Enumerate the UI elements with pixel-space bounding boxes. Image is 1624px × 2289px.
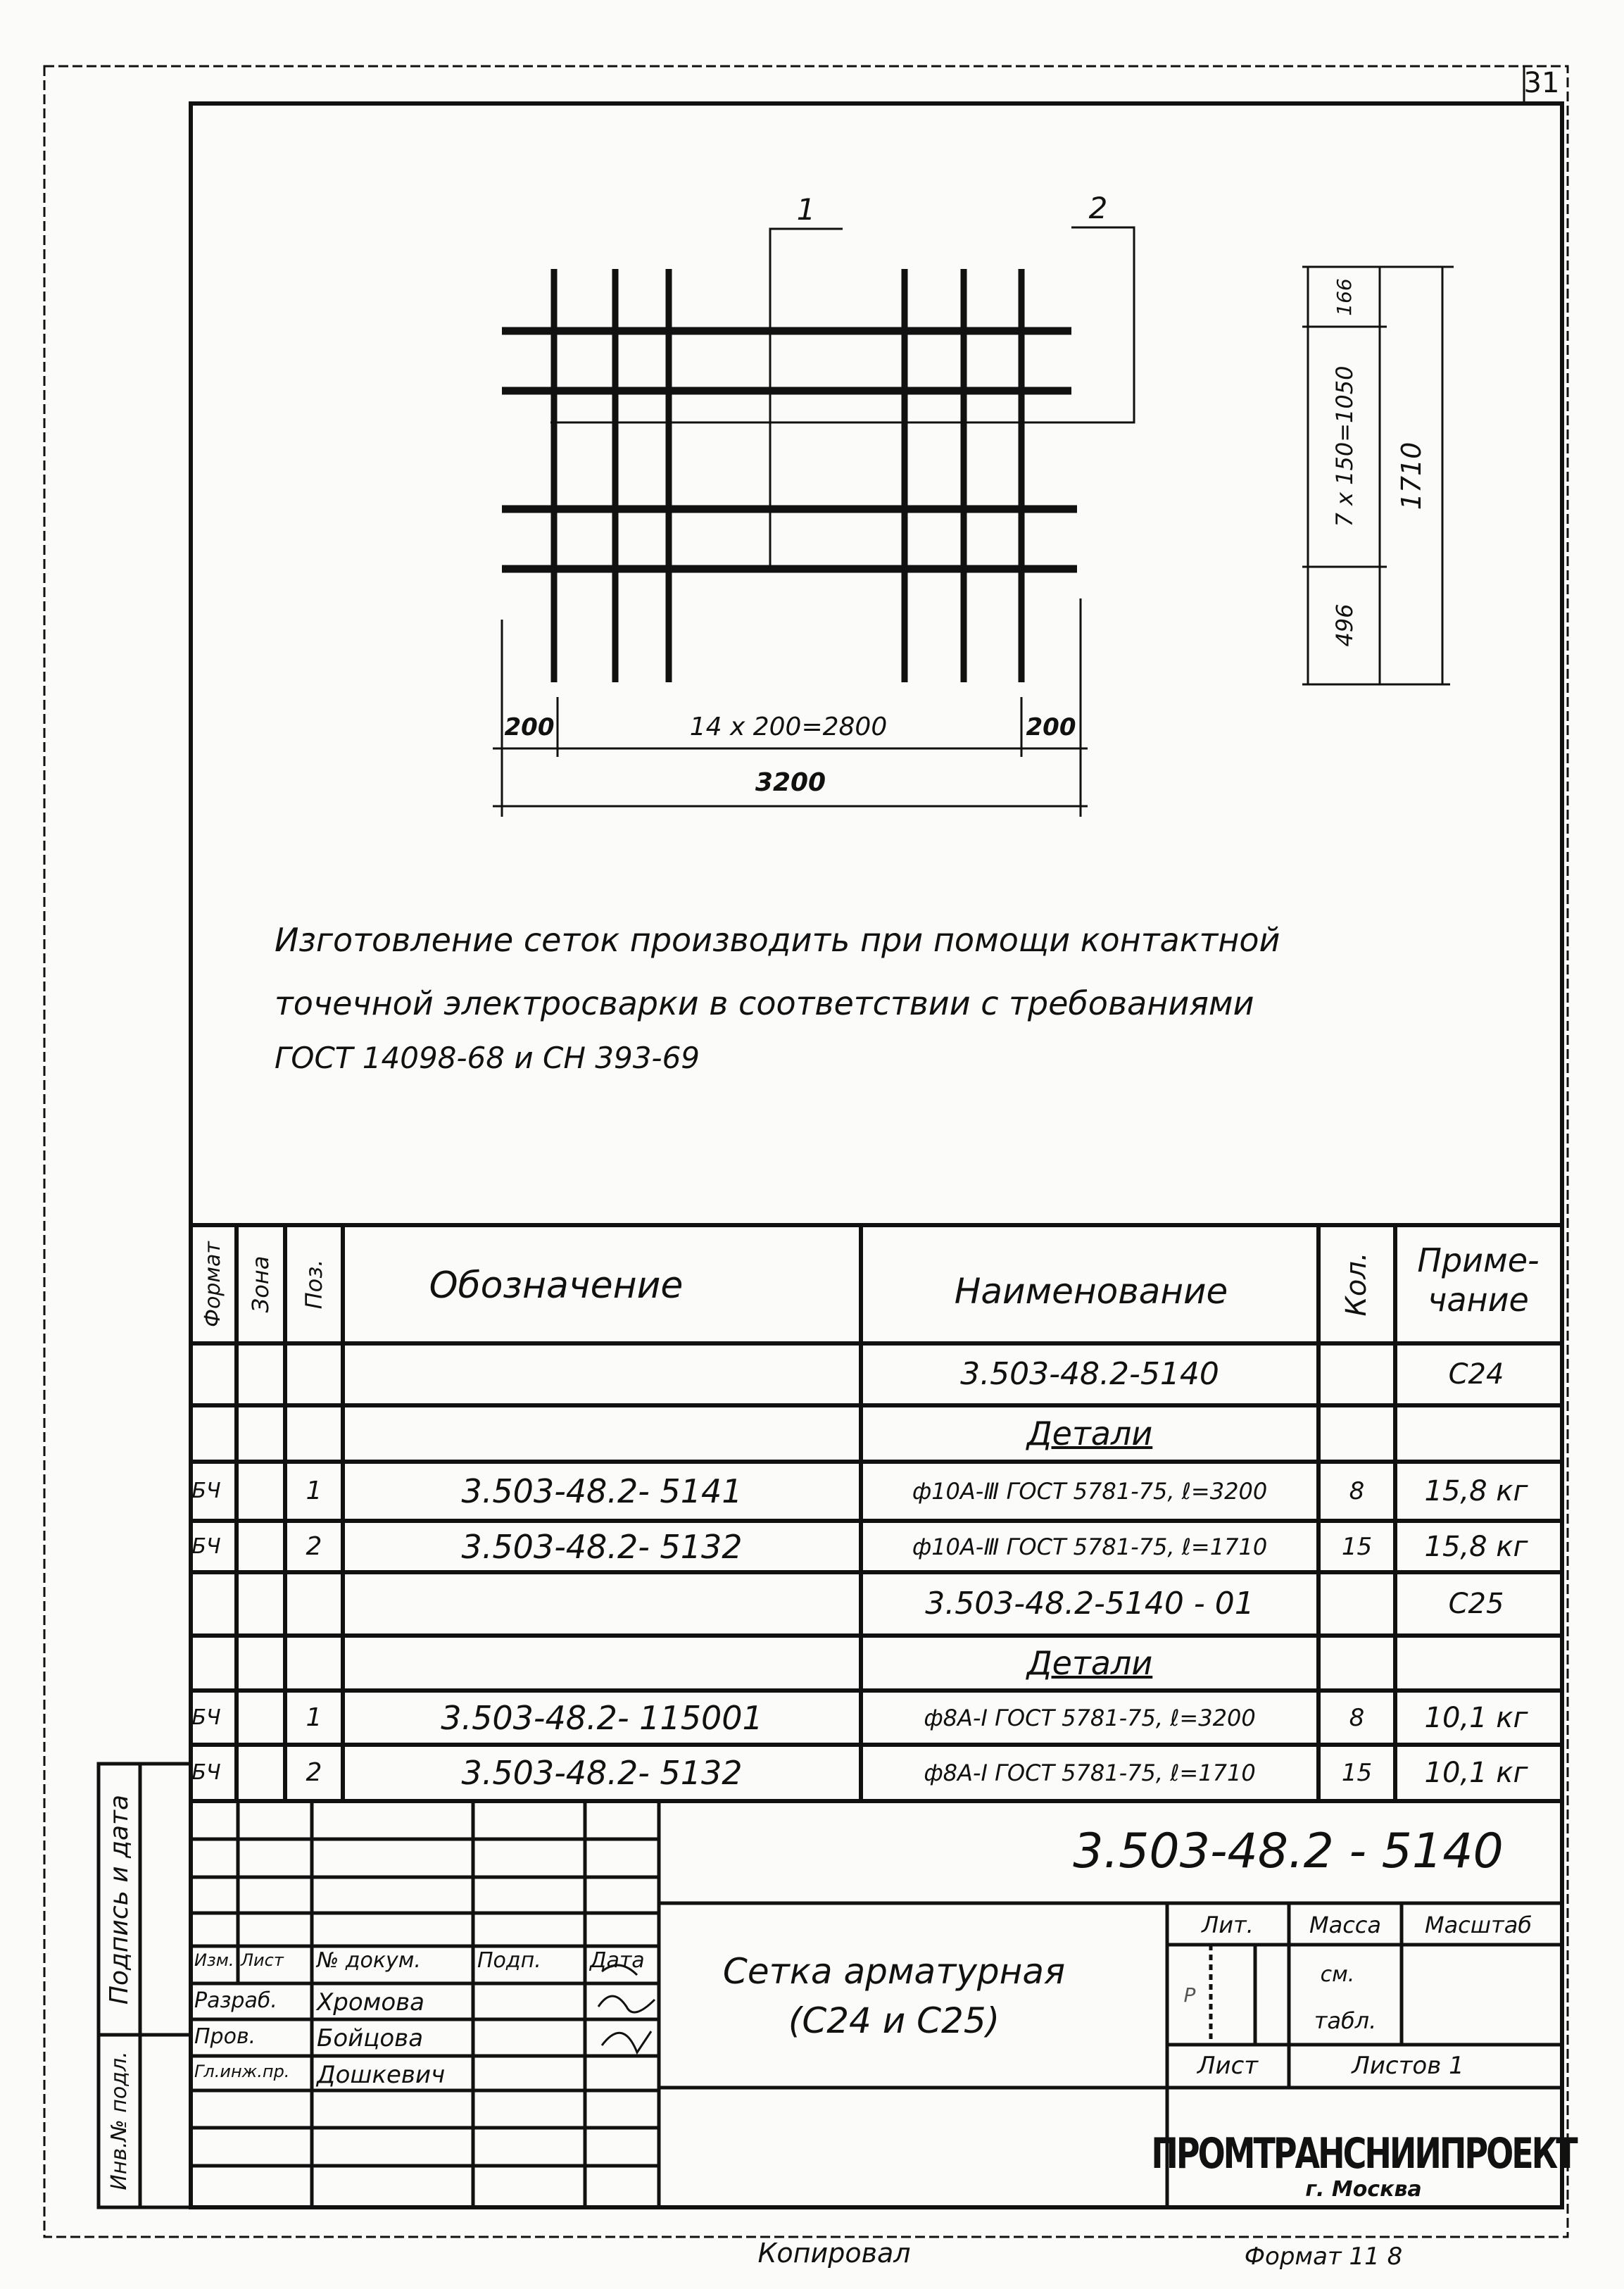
spec-cell-note: С25 [1448,1588,1504,1620]
tb-mass-label: Масса [1309,1912,1382,1938]
spec-cell-pos: 2 [306,1531,322,1561]
dim-bottom-offset: 496 [1331,603,1358,647]
footer-copied: Копировал [757,2238,911,2269]
spec-cell-name: ф8А-I ГОСТ 5781-75, ℓ=3200 [924,1704,1256,1731]
dim-left-margin: 200 [504,713,555,741]
sign-header-sign: Подп. [477,1948,541,1973]
signer-name: Хромова [317,1988,424,2017]
tb-name-2: (С24 и С25) [788,2000,1000,2041]
strip-signature-date: Подпись и дата [105,1794,134,2005]
note-line-1: Изготовление сеток производить при помощи контактной [275,921,1280,959]
dim-right-margin: 200 [1026,713,1076,741]
spec-cell-note: 10,1 кг [1424,1757,1528,1789]
dim-spacing: 7 x 150=1050 [1331,365,1358,527]
header-name: Наименование [954,1271,1228,1312]
signer-name: Дошкевич [317,2061,446,2089]
leader-lines [550,227,1134,569]
spec-cell-qty: 8 [1349,1477,1365,1505]
tb-org-logo: ПРОМТРАНСНИИПРОЕКТ [1151,2128,1576,2178]
sign-header-date: Дата [590,1948,645,1973]
sign-header-list: Лист [241,1950,284,1970]
spec-cell-pos: 1 [306,1476,322,1505]
tb-sheets-label: Листов 1 [1352,2052,1464,2080]
tb-scale-label: Масштаб [1424,1912,1532,1938]
signer-role: Гл.инж.пр. [194,2062,290,2081]
spec-cell-name: 3.503-48.2-5140 [960,1356,1219,1392]
spec-cell-note: 15,8 кг [1424,1530,1528,1563]
sign-header-doc: № докум. [317,1948,421,1973]
dim-top-offset: 166 [1333,278,1356,316]
tb-mass-value-1: см. [1320,1962,1355,1987]
signature-marks [598,1965,655,2052]
dim-overall-width: 3200 [755,768,826,797]
spec-cell-name: Детали [1026,1644,1153,1682]
dim-overall-height: 1710 [1396,441,1427,510]
tb-lit-value: Р [1183,1983,1196,2007]
header-zone: Зона [247,1255,274,1313]
spec-cell-designation: 3.503-48.2- 5132 [461,1527,743,1566]
tb-city: г. Москва [1305,2177,1422,2202]
mesh-horizontal-bars [502,331,1077,569]
tb-designation: 3.503-48.2 - 5140 [1073,1824,1504,1879]
signer-role: Пров. [194,2024,256,2049]
spec-cell-designation: 3.503-48.2- 5132 [461,1754,743,1792]
spec-cell-format: БЧ [191,1760,221,1785]
header-note-1: Приме- [1417,1241,1540,1279]
spec-cell-name: Детали [1026,1415,1153,1453]
header-qty: Кол. [1340,1252,1373,1317]
spec-cell-pos: 2 [306,1758,322,1787]
note-line-3: ГОСТ 14098-68 и СН 393-69 [275,1041,700,1075]
spec-cell-name: 3.503-48.2-5140 - 01 [925,1586,1254,1622]
spec-cell-format: БЧ [191,1534,221,1559]
tb-name-1: Сетка арматурная [722,1951,1066,1992]
header-format: Формат [201,1241,225,1327]
footer-format: Формат 11 8 [1244,2243,1403,2271]
sign-header-izm: Изм. [194,1950,234,1970]
spec-cell-note: С24 [1448,1358,1504,1391]
height-dimensions [1302,267,1454,684]
page-number: 31 [1523,67,1560,99]
header-pos: Поз. [301,1259,327,1310]
spec-cell-format: БЧ [191,1479,221,1503]
spec-cell-name: ф10А-Ⅲ ГОСТ 5781-75, ℓ=3200 [912,1478,1268,1505]
spec-cell-qty: 8 [1349,1703,1365,1732]
note-line-2: точечной электросварки в соответствии с требованиями [275,984,1254,1022]
spec-cell-note: 15,8 кг [1424,1475,1528,1507]
leader-label-2: 2 [1088,191,1108,225]
spec-cell-note: 10,1 кг [1424,1701,1528,1734]
spec-cell-designation: 3.503-48.2- 5141 [461,1472,743,1510]
dim-middle: 14 x 200=2800 [689,713,888,741]
strip-inv-no: Инв.№ подл. [107,2051,132,2190]
tb-mass-value-2: табл. [1314,2007,1377,2034]
header-note-2: чание [1428,1281,1529,1319]
spec-cell-qty: 15 [1341,1759,1373,1787]
leader-label-1: 1 [796,192,816,227]
spec-cell-pos: 1 [306,1702,322,1732]
tb-sheet-label: Лист [1197,2052,1259,2080]
spec-cell-name: ф8А-I ГОСТ 5781-75, ℓ=1710 [924,1760,1256,1786]
spec-cell-name: ф10А-Ⅲ ГОСТ 5781-75, ℓ=1710 [912,1533,1268,1560]
tb-lit-label: Лит. [1202,1912,1254,1938]
signer-role: Разраб. [194,1988,277,2013]
spec-cell-format: БЧ [191,1705,221,1730]
signer-name: Бойцова [317,2024,424,2052]
header-designation: Обозначение [429,1265,684,1307]
spec-cell-qty: 15 [1341,1532,1373,1561]
spec-cell-designation: 3.503-48.2- 115001 [441,1698,763,1737]
